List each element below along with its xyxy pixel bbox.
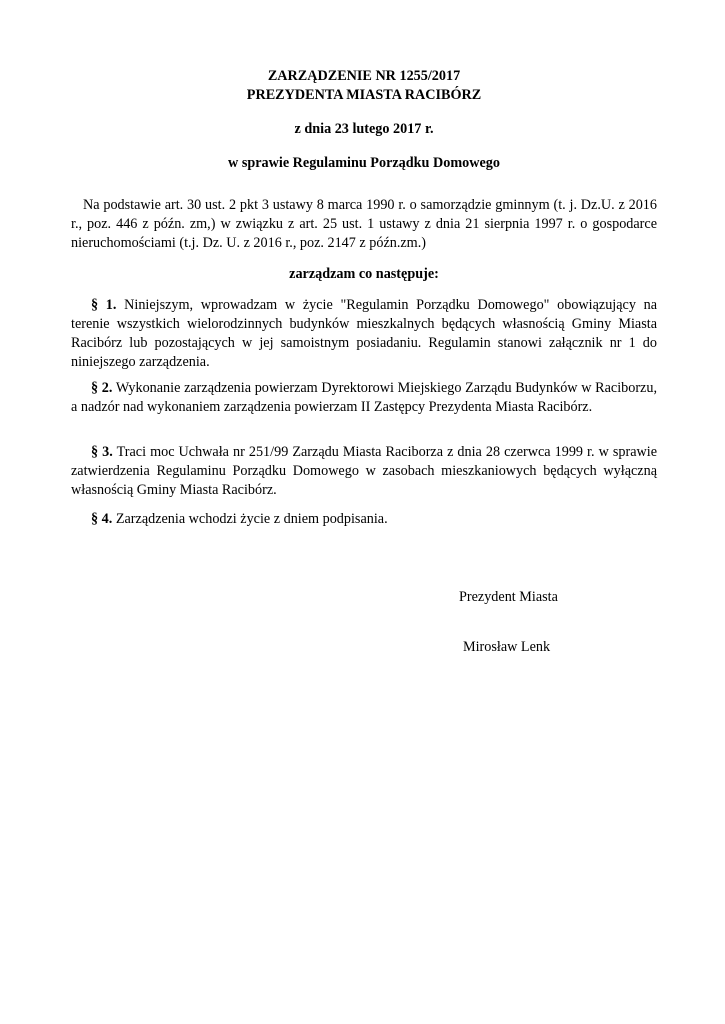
document-date: z dnia 23 lutego 2017 r. — [294, 121, 434, 137]
paragraph-text: Zarządzenia wchodzi życie z dniem podpisania. — [112, 511, 388, 527]
signature-position: Prezydent Miasta — [459, 589, 558, 605]
paragraph-number: § 2. — [91, 380, 113, 396]
paragraph-number: § 1. — [91, 297, 117, 313]
paragraph-4 — [71, 510, 657, 529]
document-title-line2: PREZYDENTA MIASTA RACIBÓRZ — [246, 87, 482, 103]
document-page — [71, 0, 657, 1024]
paragraph-text: Niniejszym, wprowadzam w życie "Regulamin Porządku Domowego" obowiązujący na terenie wszystkich wielorodzinnych budynków mieszkalnych będących własnością Gminy Miasta Racibórz lub pozostających w jej samoistnym posiadaniu. Regulamin stanowi załącznik nr 1 do niniejszego zarządzenia. — [71, 297, 658, 370]
paragraph-text: Traci moc Uchwała nr 251/99 Zarządu Miasta Raciborza z dnia 28 czerwca 1999 r. w sprawie zatwierdzenia Regulaminu Porządku Domowego w zasobach mieszkaniowych będących wyłączną własnością Gminy Miasta Racibórz. — [71, 444, 658, 498]
paragraph-2 — [71, 379, 657, 417]
document-title-line1: ZARZĄDZENIE NR 1255/2017 — [267, 68, 461, 84]
paragraph-text: Wykonanie zarządzenia powierzam Dyrektorowi Miejskiego Zarządu Budynków w Raciborzu, a nadzór nad wykonaniem zarządzenia powierzam II Zastępcy Prezydenta Miasta Racibórz. — [71, 380, 657, 415]
paragraph-number: § 3. — [91, 444, 113, 460]
paragraph-number: § 4. — [91, 511, 113, 527]
decree-heading: zarządzam co następuje: — [289, 266, 439, 282]
signature-name: Mirosław Lenk — [463, 639, 551, 655]
legal-basis — [71, 196, 657, 253]
paragraph-3 — [71, 443, 657, 500]
document-subject: w sprawie Regulaminu Porządku Domowego — [228, 155, 500, 171]
paragraph-1 — [71, 296, 657, 372]
legal-basis-text: Na podstawie art. 30 ust. 2 pkt 3 ustawy 8 marca 1990 r. o samorządzie gminnym (t. j. Dz.U. z 2016 r., poz. 446 z późn. zm,) w związku z art. 25 ust. 1 ustawy z dnia 21 sierpnia 1997 r. o gospodarce nieruchomościami (t.j. Dz. U. z 2016 r., poz. 2147 z późn.zm.) — [71, 197, 657, 251]
